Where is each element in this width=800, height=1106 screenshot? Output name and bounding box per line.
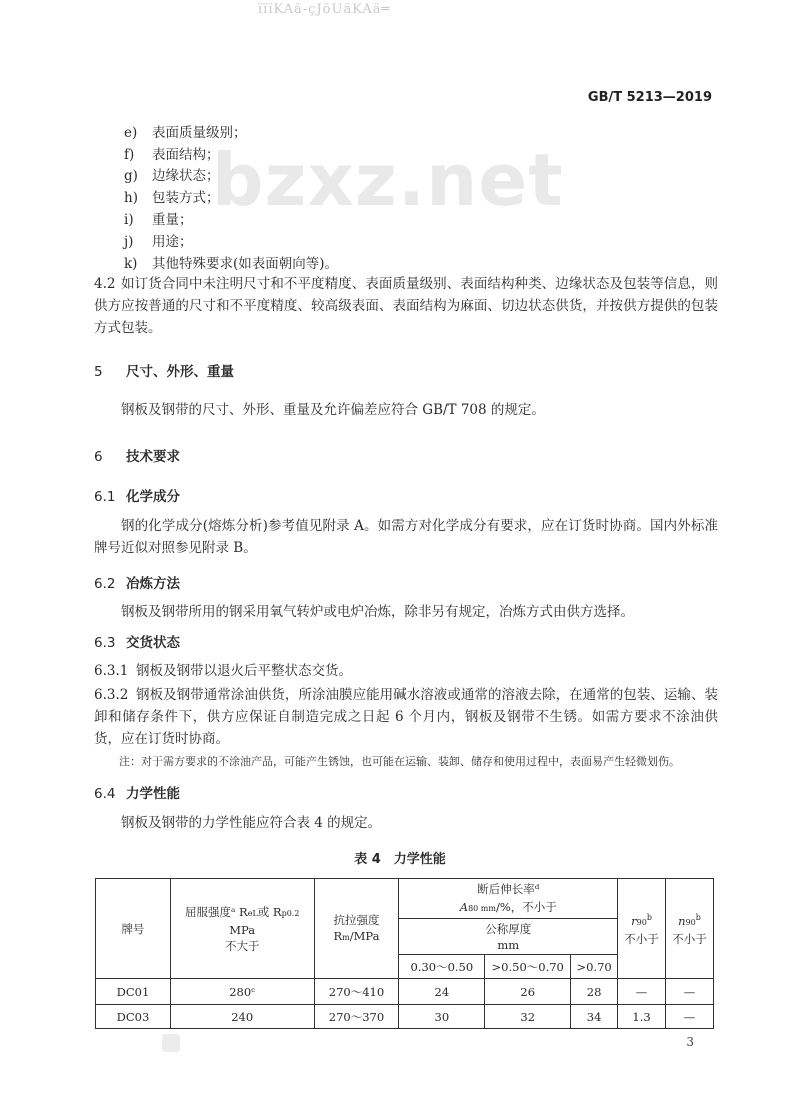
- header-n90: [666, 879, 714, 979]
- list-item-label: h): [124, 190, 138, 206]
- elongation-sub: 80 mm: [468, 904, 496, 914]
- clause-number: 6.3.2: [94, 687, 129, 703]
- list-item: [124, 121, 247, 141]
- section-number: 6.1: [94, 489, 116, 505]
- clause-number: 6.3.1: [94, 663, 129, 679]
- list-item-label: i): [124, 212, 134, 228]
- n90-symbol: n: [678, 913, 686, 928]
- section-title: 交货状态: [126, 635, 180, 651]
- header-elongation: [399, 879, 618, 899]
- list-item: [124, 208, 193, 228]
- cell-grade: DC01: [96, 979, 171, 1005]
- cell-elongation-2: 32: [485, 1005, 571, 1029]
- table-row: [96, 979, 714, 1005]
- header-elongation-symbol: [399, 899, 618, 919]
- section-6-2-text: 钢板及钢带所用的钢采用氧气转炉或电炉冶炼，除非另有规定，冶炼方式由供方选择。: [121, 604, 634, 620]
- list-item-text: 边缘状态；: [152, 168, 220, 184]
- list-item-text: 其他特殊要求(如表面朝向等)。: [152, 256, 339, 272]
- list-item: [124, 186, 220, 206]
- tensile-symbol: R: [333, 928, 343, 943]
- clause-4-2: [94, 273, 718, 339]
- r90-sub: 90: [636, 917, 647, 927]
- cell-elongation-2: 26: [485, 979, 571, 1005]
- elongation-label: 断后伸长率ᵈ: [477, 881, 540, 896]
- clause-number: 4.2: [94, 276, 116, 292]
- section-6-4-text: 钢板及钢带的力学性能应符合表 4 的规定。: [121, 815, 382, 831]
- cell-yield: 240: [170, 1005, 314, 1029]
- mechanical-properties-table: [95, 878, 714, 1029]
- r90-limit: 不小于: [624, 931, 659, 946]
- header-garbled-text: ïïïKAä-çJöUäKAä═: [258, 2, 391, 17]
- header-tensile-strength: [314, 879, 399, 979]
- section-title: 技术要求: [126, 449, 180, 465]
- cell-elongation-1: 24: [399, 979, 485, 1005]
- cell-n90: —: [666, 1005, 714, 1029]
- list-item-label: g): [124, 168, 138, 184]
- section-6-4-heading: [94, 782, 180, 802]
- header-r90: [618, 879, 666, 979]
- header-yield-strength: [170, 879, 314, 979]
- thickness-label: 公称厚度: [485, 921, 532, 936]
- standard-number: GB/T 5213—2019: [587, 90, 712, 105]
- page-mark: [162, 1034, 180, 1052]
- list-item: [124, 143, 220, 163]
- clause-text: 如订货合同中未注明尺寸和不平度精度、表面质量级别、表面结构种类、边缘状态及包装等信息，则供方应按普通的尺寸和不平度精度、较高级表面、表面结构为麻面、切边状态供货，并按供方提供的包装方式包装。: [94, 276, 718, 336]
- header-thickness: [399, 919, 618, 955]
- tensile-unit: /MPa: [349, 928, 380, 943]
- section-title: 化学成分: [126, 489, 180, 505]
- elongation-symbol: A: [459, 900, 469, 915]
- section-number: 5: [94, 364, 103, 380]
- section-number: 6.4: [94, 786, 116, 802]
- cell-r90: —: [618, 979, 666, 1005]
- cell-elongation-3: 28: [571, 979, 618, 1005]
- elongation-unit: /%，不小于: [495, 900, 557, 915]
- section-title: 尺寸、外形、重量: [126, 364, 234, 380]
- n90-sub: 90: [685, 917, 696, 927]
- list-item: [124, 230, 193, 250]
- cell-grade: DC03: [96, 1005, 171, 1029]
- header-thickness-range-1: 0.30～0.50: [399, 955, 485, 979]
- watermark: bzxz.net: [212, 138, 564, 222]
- yield-label: 屈服强度ᵃ R: [184, 904, 248, 919]
- list-item-text: 重量；: [152, 212, 193, 228]
- header-grade: 牌号: [96, 879, 171, 979]
- list-item-label: f): [124, 147, 135, 163]
- section-6-1-heading: [94, 485, 180, 505]
- r90-symbol: r: [631, 913, 637, 928]
- n90-limit: 不小于: [672, 931, 707, 946]
- clause-text: 钢板及钢带以退火后平整状态交货。: [136, 663, 352, 679]
- yield-sub-p02: p0.2: [281, 908, 300, 918]
- list-item-text: 表面质量级别；: [152, 125, 247, 141]
- list-item-text: 表面结构；: [152, 147, 220, 163]
- cell-tensile: 270～370: [314, 1005, 399, 1029]
- cell-n90: —: [666, 979, 714, 1005]
- section-number: 6.3: [94, 635, 116, 651]
- list-item: [124, 252, 338, 272]
- list-item-label: j): [124, 234, 134, 250]
- section-title: 冶炼方法: [126, 576, 180, 592]
- cell-r90: 1.3: [618, 1005, 666, 1029]
- note-text: 注：对于需方要求的不涂油产品，可能产生锈蚀，也可能在运输、装卸、储存和使用过程中，表面易产生轻微划伤。: [119, 755, 680, 768]
- yield-limit: 不大于: [224, 938, 260, 953]
- section-5-heading: [94, 360, 234, 380]
- yield-or: 或 R: [257, 904, 282, 919]
- clause-6-3-2: [94, 684, 718, 750]
- section-5-text: 钢板及钢带的尺寸、外形、重量及允许偏差应符合 GB/T 708 的规定。: [121, 402, 545, 418]
- r90-sup: b: [646, 913, 652, 923]
- list-item-text: 包装方式；: [152, 190, 220, 206]
- section-6-heading: [94, 445, 180, 465]
- thickness-unit: mm: [497, 937, 520, 952]
- yield-unit: MPa: [229, 922, 256, 937]
- cell-elongation-1: 30: [399, 1005, 485, 1029]
- list-item: [124, 164, 220, 184]
- page-number: 3: [686, 1035, 694, 1049]
- clause-text: 钢板及钢带通常涂油供货，所涂油膜应能用碱水溶液或通常的溶液去除，在通常的包装、运输、装卸和储存条件下，供方应保证自制造完成之日起 6 个月内，钢板及钢带不生锈。如需方要求不涂油供货，应在订货时协商。: [94, 687, 718, 747]
- section-6-3-heading: [94, 631, 180, 651]
- header-thickness-range-2: >0.50～0.70: [485, 955, 571, 979]
- table-row: [96, 1005, 714, 1029]
- cell-yield: 280ᶜ: [170, 979, 314, 1005]
- section-6-2-heading: [94, 572, 180, 592]
- cell-tensile: 270～410: [314, 979, 399, 1005]
- section-title: 力学性能: [126, 786, 180, 802]
- section-number: 6: [94, 449, 103, 465]
- cell-elongation-3: 34: [571, 1005, 618, 1029]
- list-item-label: k): [124, 256, 138, 272]
- tensile-label: 抗拉强度: [333, 912, 380, 927]
- section-6-1-text: 钢的化学成分(熔炼分析)参考值见附录 A。如需方对化学成分有要求，应在订货时协商。国内外标准牌号近似对照参见附录 B。: [94, 518, 718, 556]
- list-item-label: e): [124, 125, 138, 141]
- section-number: 6.2: [94, 576, 116, 592]
- header-thickness-range-3: >0.70: [571, 955, 618, 979]
- yield-sub-eL: eL: [247, 908, 258, 918]
- clause-6-3-1: [94, 660, 718, 682]
- list-item-text: 用途；: [152, 234, 193, 250]
- tensile-sub: m: [342, 932, 350, 942]
- table-title: 表 4 力学性能: [354, 852, 446, 867]
- n90-sup: b: [695, 913, 701, 923]
